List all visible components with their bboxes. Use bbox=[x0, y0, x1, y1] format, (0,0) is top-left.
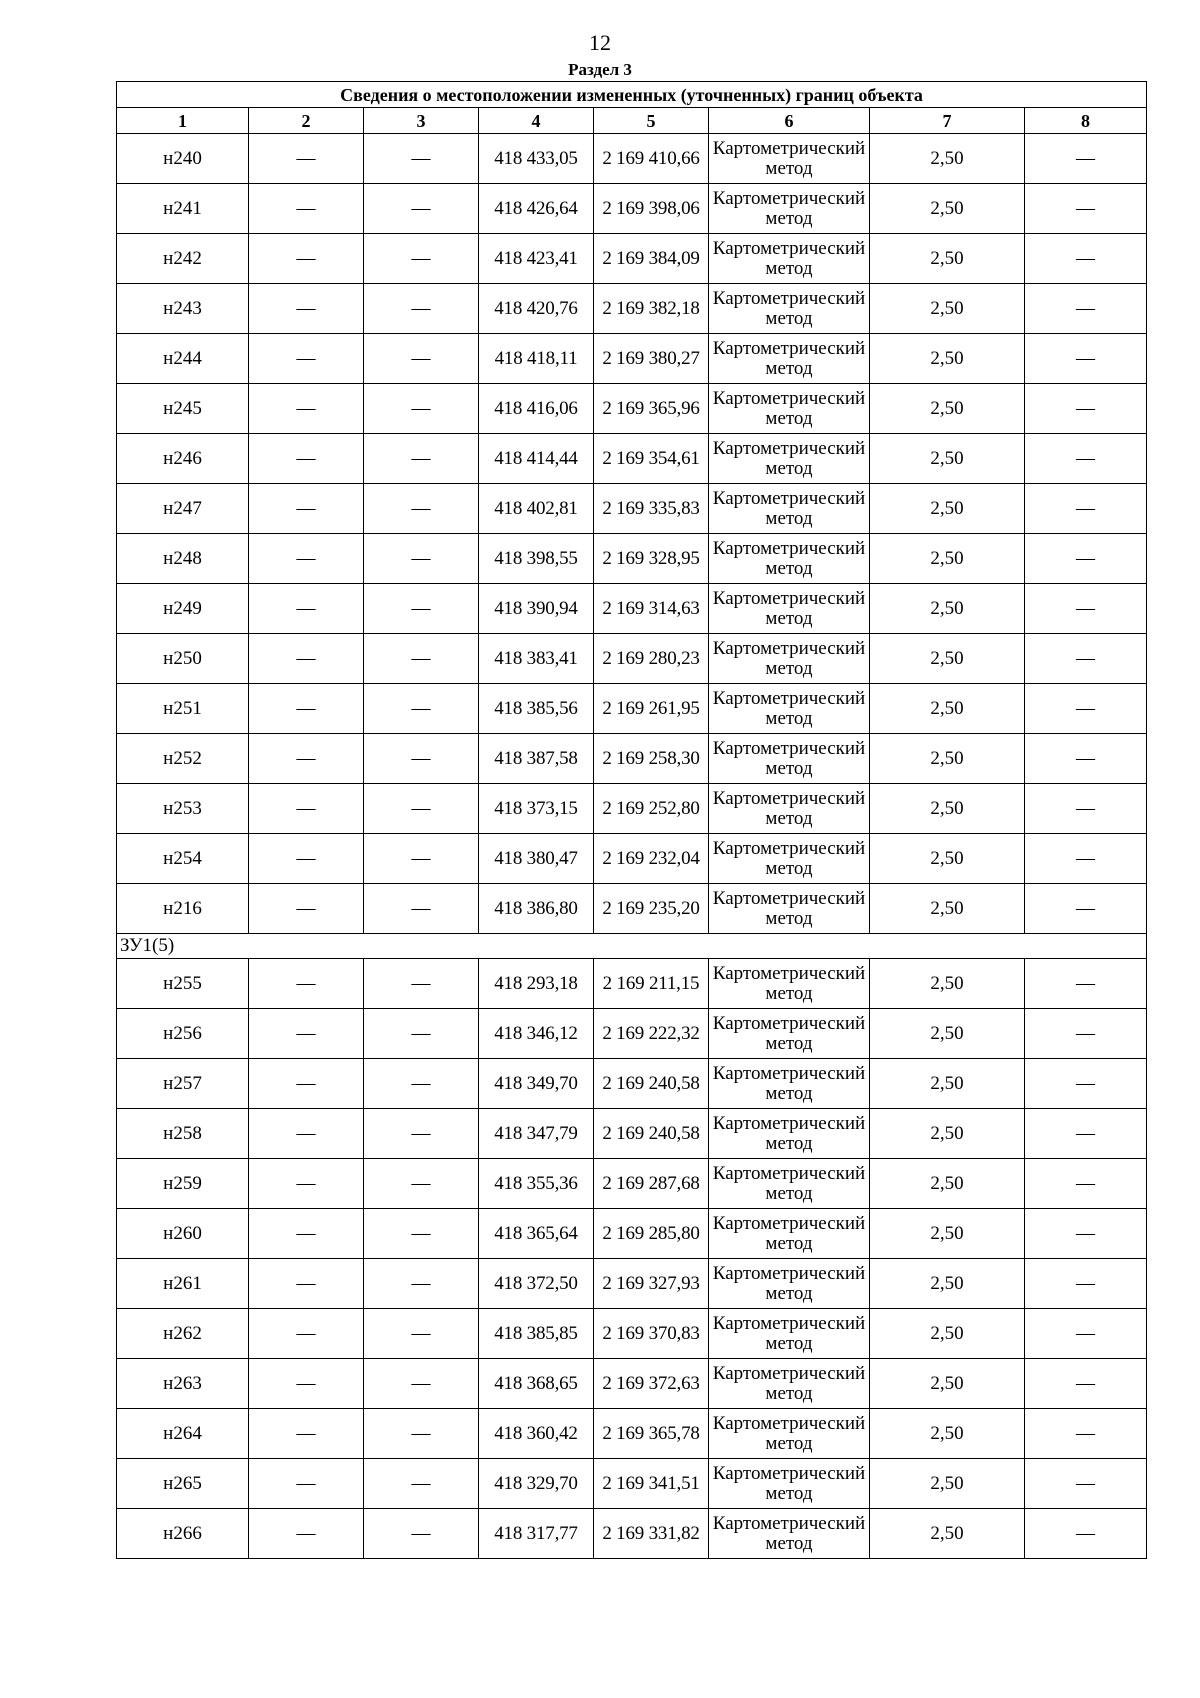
x-coordinate-cell: 418 386,80 bbox=[479, 884, 594, 934]
dash-cell: — bbox=[1025, 1409, 1147, 1459]
dash-cell: — bbox=[249, 484, 364, 534]
precision-cell: 2,50 bbox=[870, 1209, 1025, 1259]
table-row bbox=[117, 1409, 1147, 1459]
dash-cell: — bbox=[364, 1459, 479, 1509]
x-coordinate-cell: 418 349,70 bbox=[479, 1059, 594, 1109]
dash-cell: — bbox=[364, 634, 479, 684]
dash-cell: — bbox=[1025, 334, 1147, 384]
dash-cell: — bbox=[1025, 1259, 1147, 1309]
dash-cell: — bbox=[249, 534, 364, 584]
column-header: 5 bbox=[594, 108, 709, 134]
y-coordinate-cell: 2 169 235,20 bbox=[594, 884, 709, 934]
method-cell: Картометрический метод bbox=[709, 584, 870, 634]
precision-cell: 2,50 bbox=[870, 684, 1025, 734]
x-coordinate-cell: 418 373,15 bbox=[479, 784, 594, 834]
point-name-cell: н256 bbox=[117, 1009, 249, 1059]
method-cell: Картометрический метод bbox=[709, 1009, 870, 1059]
dash-cell: — bbox=[1025, 684, 1147, 734]
y-coordinate-cell: 2 169 232,04 bbox=[594, 834, 709, 884]
x-coordinate-cell: 418 380,47 bbox=[479, 834, 594, 884]
column-header: 3 bbox=[364, 108, 479, 134]
precision-cell: 2,50 bbox=[870, 959, 1025, 1009]
dash-cell: — bbox=[249, 134, 364, 184]
method-cell: Картометрический метод bbox=[709, 1059, 870, 1109]
dash-cell: — bbox=[1025, 834, 1147, 884]
table-row bbox=[117, 1059, 1147, 1109]
dash-cell: — bbox=[1025, 884, 1147, 934]
dash-cell: — bbox=[1025, 1159, 1147, 1209]
table-row bbox=[117, 484, 1147, 534]
precision-cell: 2,50 bbox=[870, 334, 1025, 384]
method-cell: Картометрический метод bbox=[709, 1159, 870, 1209]
dash-cell: — bbox=[249, 1359, 364, 1409]
method-cell: Картометрический метод bbox=[709, 684, 870, 734]
method-cell: Картометрический метод bbox=[709, 1209, 870, 1259]
precision-cell: 2,50 bbox=[870, 1409, 1025, 1459]
method-cell: Картометрический метод bbox=[709, 634, 870, 684]
dash-cell: — bbox=[249, 684, 364, 734]
x-coordinate-cell: 418 329,70 bbox=[479, 1459, 594, 1509]
dash-cell: — bbox=[364, 1059, 479, 1109]
x-coordinate-cell: 418 383,41 bbox=[479, 634, 594, 684]
point-name-cell: н249 bbox=[117, 584, 249, 634]
dash-cell: — bbox=[364, 484, 479, 534]
precision-cell: 2,50 bbox=[870, 534, 1025, 584]
point-name-cell: н260 bbox=[117, 1209, 249, 1259]
dash-cell: — bbox=[249, 1209, 364, 1259]
method-cell: Картометрический метод bbox=[709, 284, 870, 334]
precision-cell: 2,50 bbox=[870, 184, 1025, 234]
point-name-cell: н251 bbox=[117, 684, 249, 734]
x-coordinate-cell: 418 398,55 bbox=[479, 534, 594, 584]
precision-cell: 2,50 bbox=[870, 884, 1025, 934]
precision-cell: 2,50 bbox=[870, 1309, 1025, 1359]
table-row bbox=[117, 884, 1147, 934]
table-caption-row bbox=[117, 82, 1147, 108]
dash-cell: — bbox=[249, 784, 364, 834]
x-coordinate-cell: 418 423,41 bbox=[479, 234, 594, 284]
y-coordinate-cell: 2 169 328,95 bbox=[594, 534, 709, 584]
point-name-cell: н264 bbox=[117, 1409, 249, 1459]
precision-cell: 2,50 bbox=[870, 1009, 1025, 1059]
point-name-cell: н265 bbox=[117, 1459, 249, 1509]
dash-cell: — bbox=[364, 784, 479, 834]
x-coordinate-cell: 418 293,18 bbox=[479, 959, 594, 1009]
method-cell: Картометрический метод bbox=[709, 784, 870, 834]
precision-cell: 2,50 bbox=[870, 1259, 1025, 1309]
x-coordinate-cell: 418 418,11 bbox=[479, 334, 594, 384]
precision-cell: 2,50 bbox=[870, 1159, 1025, 1209]
group-label-row bbox=[117, 934, 1147, 959]
point-name-cell: н262 bbox=[117, 1309, 249, 1359]
column-header: 4 bbox=[479, 108, 594, 134]
y-coordinate-cell: 2 169 354,61 bbox=[594, 434, 709, 484]
dash-cell: — bbox=[364, 284, 479, 334]
dash-cell: — bbox=[1025, 284, 1147, 334]
x-coordinate-cell: 418 416,06 bbox=[479, 384, 594, 434]
dash-cell: — bbox=[364, 384, 479, 434]
dash-cell: — bbox=[249, 884, 364, 934]
dash-cell: — bbox=[249, 434, 364, 484]
method-cell: Картометрический метод bbox=[709, 534, 870, 584]
dash-cell: — bbox=[1025, 1209, 1147, 1259]
precision-cell: 2,50 bbox=[870, 834, 1025, 884]
column-header: 7 bbox=[870, 108, 1025, 134]
x-coordinate-cell: 418 420,76 bbox=[479, 284, 594, 334]
method-cell: Картометрический метод bbox=[709, 1359, 870, 1409]
y-coordinate-cell: 2 169 285,80 bbox=[594, 1209, 709, 1259]
point-name-cell: н248 bbox=[117, 534, 249, 584]
dash-cell: — bbox=[364, 1209, 479, 1259]
table-row bbox=[117, 634, 1147, 684]
table-row bbox=[117, 384, 1147, 434]
precision-cell: 2,50 bbox=[870, 134, 1025, 184]
precision-cell: 2,50 bbox=[870, 1509, 1025, 1559]
dash-cell: — bbox=[364, 1509, 479, 1559]
dash-cell: — bbox=[1025, 1459, 1147, 1509]
dash-cell: — bbox=[1025, 784, 1147, 834]
table-row bbox=[117, 434, 1147, 484]
point-name-cell: н242 bbox=[117, 234, 249, 284]
dash-cell: — bbox=[1025, 634, 1147, 684]
y-coordinate-cell: 2 169 370,83 bbox=[594, 1309, 709, 1359]
x-coordinate-cell: 418 385,85 bbox=[479, 1309, 594, 1359]
table-row bbox=[117, 284, 1147, 334]
y-coordinate-cell: 2 169 384,09 bbox=[594, 234, 709, 284]
dash-cell: — bbox=[364, 1109, 479, 1159]
dash-cell: — bbox=[1025, 1309, 1147, 1359]
y-coordinate-cell: 2 169 240,58 bbox=[594, 1109, 709, 1159]
method-cell: Картометрический метод bbox=[709, 484, 870, 534]
x-coordinate-cell: 418 402,81 bbox=[479, 484, 594, 534]
point-name-cell: н261 bbox=[117, 1259, 249, 1309]
dash-cell: — bbox=[249, 834, 364, 884]
table-row bbox=[117, 584, 1147, 634]
y-coordinate-cell: 2 169 382,18 bbox=[594, 284, 709, 334]
dash-cell: — bbox=[1025, 584, 1147, 634]
method-cell: Картометрический метод bbox=[709, 384, 870, 434]
y-coordinate-cell: 2 169 372,63 bbox=[594, 1359, 709, 1409]
dash-cell: — bbox=[249, 334, 364, 384]
method-cell: Картометрический метод bbox=[709, 884, 870, 934]
y-coordinate-cell: 2 169 365,78 bbox=[594, 1409, 709, 1459]
dash-cell: — bbox=[1025, 484, 1147, 534]
dash-cell: — bbox=[1025, 534, 1147, 584]
point-name-cell: н244 bbox=[117, 334, 249, 384]
dash-cell: — bbox=[364, 1009, 479, 1059]
dash-cell: — bbox=[1025, 234, 1147, 284]
dash-cell: — bbox=[364, 834, 479, 884]
y-coordinate-cell: 2 169 314,63 bbox=[594, 584, 709, 634]
dash-cell: — bbox=[249, 959, 364, 1009]
x-coordinate-cell: 418 385,56 bbox=[479, 684, 594, 734]
dash-cell: — bbox=[364, 1259, 479, 1309]
dash-cell: — bbox=[249, 734, 364, 784]
dash-cell: — bbox=[249, 1009, 364, 1059]
dash-cell: — bbox=[1025, 1059, 1147, 1109]
point-name-cell: н254 bbox=[117, 834, 249, 884]
method-cell: Картометрический метод bbox=[709, 434, 870, 484]
precision-cell: 2,50 bbox=[870, 1109, 1025, 1159]
dash-cell: — bbox=[249, 1109, 364, 1159]
method-cell: Картометрический метод bbox=[709, 1259, 870, 1309]
y-coordinate-cell: 2 169 287,68 bbox=[594, 1159, 709, 1209]
method-cell: Картометрический метод bbox=[709, 334, 870, 384]
table-row bbox=[117, 184, 1147, 234]
dash-cell: — bbox=[1025, 959, 1147, 1009]
x-coordinate-cell: 418 426,64 bbox=[479, 184, 594, 234]
dash-cell: — bbox=[1025, 1509, 1147, 1559]
precision-cell: 2,50 bbox=[870, 784, 1025, 834]
table-caption: Сведения о местоположении измененных (уточненных) границ объекта bbox=[117, 82, 1147, 108]
point-name-cell: н266 bbox=[117, 1509, 249, 1559]
y-coordinate-cell: 2 169 240,58 bbox=[594, 1059, 709, 1109]
dash-cell: — bbox=[1025, 734, 1147, 784]
table-row bbox=[117, 684, 1147, 734]
method-cell: Картометрический метод bbox=[709, 834, 870, 884]
x-coordinate-cell: 418 390,94 bbox=[479, 584, 594, 634]
table-row bbox=[117, 234, 1147, 284]
method-cell: Картометрический метод bbox=[709, 1509, 870, 1559]
dash-cell: — bbox=[364, 534, 479, 584]
column-header: 6 bbox=[709, 108, 870, 134]
column-header: 2 bbox=[249, 108, 364, 134]
y-coordinate-cell: 2 169 331,82 bbox=[594, 1509, 709, 1559]
table-row bbox=[117, 1259, 1147, 1309]
precision-cell: 2,50 bbox=[870, 584, 1025, 634]
point-name-cell: н250 bbox=[117, 634, 249, 684]
dash-cell: — bbox=[1025, 384, 1147, 434]
table-row bbox=[117, 1009, 1147, 1059]
column-header: 8 bbox=[1025, 108, 1147, 134]
method-cell: Картометрический метод bbox=[709, 959, 870, 1009]
section-title: Раздел 3 bbox=[568, 60, 632, 79]
coordinates-table bbox=[116, 81, 1147, 1559]
table-row bbox=[117, 1309, 1147, 1359]
method-cell: Картометрический метод bbox=[709, 734, 870, 784]
method-cell: Картометрический метод bbox=[709, 1309, 870, 1359]
point-name-cell: н245 bbox=[117, 384, 249, 434]
point-name-cell: н246 bbox=[117, 434, 249, 484]
point-name-cell: н240 bbox=[117, 134, 249, 184]
dash-cell: — bbox=[1025, 1359, 1147, 1409]
precision-cell: 2,50 bbox=[870, 384, 1025, 434]
method-cell: Картометрический метод bbox=[709, 134, 870, 184]
table-row bbox=[117, 1509, 1147, 1559]
point-name-cell: н243 bbox=[117, 284, 249, 334]
table-row bbox=[117, 134, 1147, 184]
table-row bbox=[117, 959, 1147, 1009]
dash-cell: — bbox=[1025, 184, 1147, 234]
precision-cell: 2,50 bbox=[870, 1359, 1025, 1409]
y-coordinate-cell: 2 169 211,15 bbox=[594, 959, 709, 1009]
dash-cell: — bbox=[249, 1409, 364, 1459]
dash-cell: — bbox=[364, 584, 479, 634]
y-coordinate-cell: 2 169 252,80 bbox=[594, 784, 709, 834]
method-cell: Картометрический метод bbox=[709, 1459, 870, 1509]
column-header: 1 bbox=[117, 108, 249, 134]
dash-cell: — bbox=[364, 959, 479, 1009]
y-coordinate-cell: 2 169 258,30 bbox=[594, 734, 709, 784]
group-label: ЗУ1(5) bbox=[117, 934, 1147, 959]
dash-cell: — bbox=[364, 1359, 479, 1409]
point-name-cell: н259 bbox=[117, 1159, 249, 1209]
dash-cell: — bbox=[1025, 134, 1147, 184]
y-coordinate-cell: 2 169 365,96 bbox=[594, 384, 709, 434]
dash-cell: — bbox=[364, 1159, 479, 1209]
y-coordinate-cell: 2 169 280,23 bbox=[594, 634, 709, 684]
precision-cell: 2,50 bbox=[870, 484, 1025, 534]
point-name-cell: н258 bbox=[117, 1109, 249, 1159]
point-name-cell: н257 bbox=[117, 1059, 249, 1109]
dash-cell: — bbox=[364, 884, 479, 934]
method-cell: Картометрический метод bbox=[709, 1409, 870, 1459]
table-row bbox=[117, 534, 1147, 584]
method-cell: Картометрический метод bbox=[709, 1109, 870, 1159]
table-row bbox=[117, 1209, 1147, 1259]
dash-cell: — bbox=[364, 334, 479, 384]
point-name-cell: н253 bbox=[117, 784, 249, 834]
table-header-row bbox=[117, 108, 1147, 134]
x-coordinate-cell: 418 360,42 bbox=[479, 1409, 594, 1459]
dash-cell: — bbox=[364, 184, 479, 234]
dash-cell: — bbox=[249, 184, 364, 234]
dash-cell: — bbox=[364, 1309, 479, 1359]
dash-cell: — bbox=[364, 434, 479, 484]
page-number: 12 bbox=[589, 30, 611, 55]
dash-cell: — bbox=[364, 1409, 479, 1459]
table-row bbox=[117, 734, 1147, 784]
precision-cell: 2,50 bbox=[870, 234, 1025, 284]
dash-cell: — bbox=[249, 1059, 364, 1109]
x-coordinate-cell: 418 346,12 bbox=[479, 1009, 594, 1059]
precision-cell: 2,50 bbox=[870, 1459, 1025, 1509]
dash-cell: — bbox=[249, 584, 364, 634]
dash-cell: — bbox=[364, 684, 479, 734]
y-coordinate-cell: 2 169 335,83 bbox=[594, 484, 709, 534]
point-name-cell: н252 bbox=[117, 734, 249, 784]
x-coordinate-cell: 418 347,79 bbox=[479, 1109, 594, 1159]
precision-cell: 2,50 bbox=[870, 634, 1025, 684]
table-row bbox=[117, 1159, 1147, 1209]
dash-cell: — bbox=[249, 1509, 364, 1559]
precision-cell: 2,50 bbox=[870, 284, 1025, 334]
dash-cell: — bbox=[1025, 434, 1147, 484]
dash-cell: — bbox=[249, 1159, 364, 1209]
precision-cell: 2,50 bbox=[870, 1059, 1025, 1109]
table-row bbox=[117, 1109, 1147, 1159]
point-name-cell: н241 bbox=[117, 184, 249, 234]
dash-cell: — bbox=[249, 1309, 364, 1359]
table-row bbox=[117, 1359, 1147, 1409]
table-row bbox=[117, 834, 1147, 884]
dash-cell: — bbox=[364, 134, 479, 184]
dash-cell: — bbox=[249, 634, 364, 684]
x-coordinate-cell: 418 317,77 bbox=[479, 1509, 594, 1559]
table-row bbox=[117, 784, 1147, 834]
x-coordinate-cell: 418 387,58 bbox=[479, 734, 594, 784]
table-row bbox=[117, 334, 1147, 384]
dash-cell: — bbox=[249, 384, 364, 434]
x-coordinate-cell: 418 355,36 bbox=[479, 1159, 594, 1209]
dash-cell: — bbox=[364, 734, 479, 784]
x-coordinate-cell: 418 414,44 bbox=[479, 434, 594, 484]
dash-cell: — bbox=[1025, 1009, 1147, 1059]
dash-cell: — bbox=[364, 234, 479, 284]
precision-cell: 2,50 bbox=[870, 434, 1025, 484]
point-name-cell: н247 bbox=[117, 484, 249, 534]
y-coordinate-cell: 2 169 261,95 bbox=[594, 684, 709, 734]
dash-cell: — bbox=[249, 234, 364, 284]
method-cell: Картометрический метод bbox=[709, 234, 870, 284]
point-name-cell: н255 bbox=[117, 959, 249, 1009]
x-coordinate-cell: 418 433,05 bbox=[479, 134, 594, 184]
method-cell: Картометрический метод bbox=[709, 184, 870, 234]
y-coordinate-cell: 2 169 410,66 bbox=[594, 134, 709, 184]
precision-cell: 2,50 bbox=[870, 734, 1025, 784]
x-coordinate-cell: 418 365,64 bbox=[479, 1209, 594, 1259]
y-coordinate-cell: 2 169 341,51 bbox=[594, 1459, 709, 1509]
dash-cell: — bbox=[1025, 1109, 1147, 1159]
y-coordinate-cell: 2 169 380,27 bbox=[594, 334, 709, 384]
point-name-cell: н216 bbox=[117, 884, 249, 934]
y-coordinate-cell: 2 169 222,32 bbox=[594, 1009, 709, 1059]
dash-cell: — bbox=[249, 1459, 364, 1509]
table-row bbox=[117, 1459, 1147, 1509]
y-coordinate-cell: 2 169 398,06 bbox=[594, 184, 709, 234]
dash-cell: — bbox=[249, 284, 364, 334]
dash-cell: — bbox=[249, 1259, 364, 1309]
y-coordinate-cell: 2 169 327,93 bbox=[594, 1259, 709, 1309]
point-name-cell: н263 bbox=[117, 1359, 249, 1409]
x-coordinate-cell: 418 368,65 bbox=[479, 1359, 594, 1409]
x-coordinate-cell: 418 372,50 bbox=[479, 1259, 594, 1309]
